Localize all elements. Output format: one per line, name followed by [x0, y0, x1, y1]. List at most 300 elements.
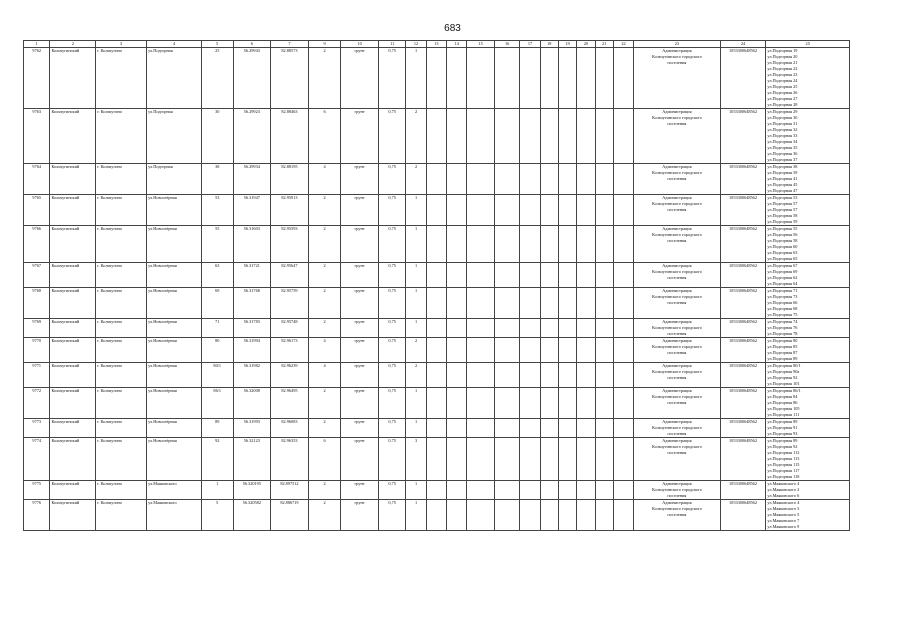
- longitude-cell: 82.96239: [271, 363, 309, 388]
- served-address: ул.Подгорная 68: [767, 306, 798, 311]
- city-cell: г. Кольчугино: [96, 263, 147, 288]
- empty-cell: [467, 338, 494, 363]
- empty-cell: [595, 438, 613, 481]
- served-address: ул.Подгорная 41: [767, 176, 798, 181]
- owner-line: поселения: [667, 207, 687, 212]
- empty-cell: [520, 226, 540, 263]
- table-row: [24, 500, 850, 531]
- container-count-cell: 1: [406, 195, 426, 226]
- empty-cell: [467, 164, 494, 195]
- empty-cell: [520, 500, 540, 531]
- empty-cell: [595, 388, 613, 419]
- column-number: 6: [233, 41, 271, 48]
- owner-cell: [634, 419, 720, 438]
- column-number: 25: [766, 41, 850, 48]
- empty-cell: [447, 288, 467, 319]
- served-address: ул.Подгорная 26: [767, 90, 798, 95]
- served-addresses-cell: [766, 481, 850, 500]
- empty-cell: [613, 109, 633, 164]
- empty-cell: [494, 388, 519, 419]
- owner-line: Кольчугинского городского: [651, 115, 702, 120]
- empty-cell: [613, 48, 633, 109]
- column-number: 12: [406, 41, 426, 48]
- owner-line: Администрация: [662, 164, 692, 169]
- served-address: ул.Подгорная 53: [767, 195, 798, 200]
- volume-cell: 0,75: [378, 388, 405, 419]
- street-cell: ул.Новоозёрная: [147, 226, 202, 263]
- served-addresses-cell: [766, 263, 850, 288]
- empty-cell: [447, 500, 467, 531]
- owner-line: Администрация: [662, 48, 692, 53]
- served-addresses-cell: [766, 438, 850, 481]
- owner-line: Кольчугинского городского: [651, 294, 702, 299]
- empty-cell: [577, 288, 595, 319]
- empty-cell: [577, 195, 595, 226]
- owner-line: Администрация: [662, 363, 692, 368]
- column-number: 17: [520, 41, 540, 48]
- empty-cell: [520, 319, 540, 338]
- ogrn-cell: 1053300648562: [720, 226, 766, 263]
- served-address: ул.Подгорная 33: [767, 133, 798, 138]
- empty-cell: [494, 263, 519, 288]
- table-row: [24, 288, 850, 319]
- served-addresses-cell: [766, 363, 850, 388]
- volume-cell: 0,75: [378, 481, 405, 500]
- empty-cell: [426, 500, 446, 531]
- volume-cell: 0,75: [378, 438, 405, 481]
- empty-cell: [426, 109, 446, 164]
- owner-cell: [634, 338, 720, 363]
- table-row: [24, 338, 850, 363]
- owner-cell: [634, 363, 720, 388]
- owner-cell: [634, 109, 720, 164]
- volume-cell: 0,75: [378, 164, 405, 195]
- city-cell: г. Кольчугино: [96, 388, 147, 419]
- empty-cell: [520, 109, 540, 164]
- served-address: ул.Подгорная 34: [767, 139, 798, 144]
- empty-cell: [426, 164, 446, 195]
- empty-cell: [494, 481, 519, 500]
- empty-cell: [494, 319, 519, 338]
- empty-cell: [558, 500, 576, 531]
- column-number: 23: [634, 41, 720, 48]
- empty-cell: [613, 388, 633, 419]
- empty-cell: [467, 195, 494, 226]
- house-number-cell: 63: [201, 263, 233, 288]
- empty-cell: [467, 363, 494, 388]
- area-cell: 6: [308, 109, 341, 164]
- served-address: ул.Подгорная 73: [767, 294, 798, 299]
- empty-cell: [577, 500, 595, 531]
- empty-cell: [426, 226, 446, 263]
- empty-cell: [520, 388, 540, 419]
- table-row: [24, 319, 850, 338]
- empty-cell: [467, 226, 494, 263]
- served-address: ул.Маяковского 6: [767, 493, 800, 498]
- longitude-cell: 82.96495: [271, 388, 309, 419]
- empty-cell: [613, 263, 633, 288]
- street-cell: ул.Подгорная: [147, 48, 202, 109]
- empty-cell: [540, 109, 558, 164]
- surface-cell: грунт: [341, 195, 379, 226]
- surface-cell: грунт: [341, 388, 379, 419]
- row-id: 9776: [24, 500, 50, 531]
- volume-cell: 0,75: [378, 109, 405, 164]
- district-cell: Кольчугинский: [50, 319, 96, 338]
- served-address: ул.Подгорная 39: [767, 170, 798, 175]
- owner-line: поселения: [667, 431, 687, 436]
- empty-cell: [595, 419, 613, 438]
- owner-line: Кольчугинского городского: [651, 444, 702, 449]
- column-number: 1: [24, 41, 50, 48]
- surface-cell: грунт: [341, 319, 379, 338]
- empty-cell: [447, 48, 467, 109]
- empty-cell: [467, 500, 494, 531]
- empty-cell: [520, 338, 540, 363]
- house-number-cell: 55: [201, 226, 233, 263]
- ogrn-cell: 1053300648562: [720, 419, 766, 438]
- empty-cell: [558, 263, 576, 288]
- empty-cell: [595, 338, 613, 363]
- served-address: ул.Подгорная 65: [767, 256, 798, 261]
- served-address: ул.Подгорная 111: [767, 412, 800, 417]
- empty-cell: [558, 438, 576, 481]
- city-cell: г. Кольчугино: [96, 164, 147, 195]
- empty-cell: [540, 319, 558, 338]
- empty-cell: [613, 438, 633, 481]
- served-addresses-cell: [766, 288, 850, 319]
- empty-cell: [595, 195, 613, 226]
- container-count-cell: 1: [406, 388, 426, 419]
- area-cell: 2: [308, 388, 341, 419]
- empty-cell: [447, 363, 467, 388]
- street-cell: ул.Новоозёрная: [147, 338, 202, 363]
- served-address: ул.Подгорная 69: [767, 269, 798, 274]
- served-address: ул.Подгорная 87: [767, 350, 798, 355]
- empty-cell: [577, 226, 595, 263]
- served-address: ул.Маяковского 7: [767, 518, 800, 523]
- container-count-cell: 1: [406, 500, 426, 531]
- empty-cell: [467, 388, 494, 419]
- column-number: 2: [50, 41, 96, 48]
- empty-cell: [613, 338, 633, 363]
- empty-cell: [426, 438, 446, 481]
- served-address: ул.Подгорная 45: [767, 182, 798, 187]
- served-address: ул.Подгорная 90а: [767, 369, 800, 374]
- served-address: ул.Подгорная 93: [767, 431, 798, 436]
- house-number-cell: 1: [201, 481, 233, 500]
- table-row: [24, 419, 850, 438]
- empty-cell: [447, 481, 467, 500]
- served-address: ул.Подгорная 57: [767, 201, 798, 206]
- empty-cell: [520, 263, 540, 288]
- empty-cell: [577, 363, 595, 388]
- empty-cell: [540, 363, 558, 388]
- house-number-cell: 80/1: [201, 363, 233, 388]
- owner-line: Администрация: [662, 388, 692, 393]
- street-cell: ул.Новоозёрная: [147, 319, 202, 338]
- longitude-cell: 82.88195: [271, 164, 309, 195]
- served-address: ул.Маяковского 3: [767, 506, 800, 511]
- served-address: ул.Маяковского 4: [767, 481, 800, 486]
- served-address: ул.Подгорная 27: [767, 96, 798, 101]
- latitude-cell: 56.32008: [233, 388, 271, 419]
- empty-cell: [595, 226, 613, 263]
- owner-line: Администрация: [662, 481, 692, 486]
- empty-cell: [494, 109, 519, 164]
- column-number: 11: [378, 41, 405, 48]
- row-id: 9763: [24, 109, 50, 164]
- city-cell: г. Кольчугино: [96, 195, 147, 226]
- street-cell: ул.Маяковского: [147, 481, 202, 500]
- empty-cell: [467, 109, 494, 164]
- table-row: [24, 109, 850, 164]
- area-cell: 2: [308, 500, 341, 531]
- house-number-cell: 80: [201, 338, 233, 363]
- served-address: ул.Маяковского 9: [767, 524, 800, 529]
- empty-cell: [558, 288, 576, 319]
- empty-cell: [426, 48, 446, 109]
- served-address: ул.Подгорная 112: [767, 450, 800, 455]
- served-address: ул.Подгорная 80: [767, 338, 798, 343]
- served-addresses-cell: [766, 109, 850, 164]
- volume-cell: 0,75: [378, 319, 405, 338]
- city-cell: г. Кольчугино: [96, 438, 147, 481]
- row-id: 9775: [24, 481, 50, 500]
- served-address: ул.Подгорная 66: [767, 300, 798, 305]
- latitude-cell: 56.31947: [233, 195, 271, 226]
- surface-cell: грунт: [341, 338, 379, 363]
- empty-cell: [426, 419, 446, 438]
- house-number-cell: 5: [201, 500, 233, 531]
- empty-cell: [595, 109, 613, 164]
- volume-cell: 0,75: [378, 195, 405, 226]
- house-number-cell: 71: [201, 319, 233, 338]
- served-address: ул.Подгорная 85: [767, 344, 798, 349]
- served-address: ул.Подгорная 86/1: [767, 388, 801, 393]
- ogrn-cell: 1053300648562: [720, 338, 766, 363]
- row-id: 9764: [24, 164, 50, 195]
- empty-cell: [558, 226, 576, 263]
- area-cell: 2: [308, 288, 341, 319]
- longitude-cell: 82.96083: [271, 419, 309, 438]
- owner-line: Администрация: [662, 500, 692, 505]
- empty-cell: [426, 363, 446, 388]
- area-cell: 2: [308, 226, 341, 263]
- served-address: ул.Подгорная 56: [767, 232, 798, 237]
- container-count-cell: 1: [406, 419, 426, 438]
- area-cell: 2: [308, 263, 341, 288]
- city-cell: г. Кольчугино: [96, 500, 147, 531]
- served-address: ул.Подгорная 118: [767, 474, 800, 479]
- latitude-cell: 56.31994: [233, 338, 271, 363]
- table-row: [24, 226, 850, 263]
- empty-cell: [494, 226, 519, 263]
- served-address: ул.Подгорная 89: [767, 356, 798, 361]
- row-id: 9765: [24, 195, 50, 226]
- empty-cell: [426, 319, 446, 338]
- district-cell: Кольчугинский: [50, 164, 96, 195]
- surface-cell: грунт: [341, 481, 379, 500]
- empty-cell: [467, 48, 494, 109]
- served-address: ул.Подгорная 75: [767, 312, 798, 317]
- owner-cell: [634, 263, 720, 288]
- empty-cell: [540, 48, 558, 109]
- volume-cell: 0,75: [378, 338, 405, 363]
- served-address: ул.Подгорная 37: [767, 157, 798, 162]
- empty-cell: [426, 388, 446, 419]
- street-cell: ул.Новоозёрная: [147, 195, 202, 226]
- served-addresses-cell: [766, 500, 850, 531]
- owner-cell: [634, 388, 720, 419]
- owner-line: Кольчугинского городского: [651, 54, 702, 59]
- street-cell: ул.Новоозёрная: [147, 388, 202, 419]
- street-cell: ул.Новоозёрная: [147, 263, 202, 288]
- empty-cell: [447, 164, 467, 195]
- empty-cell: [520, 195, 540, 226]
- latitude-cell: 56.29943: [233, 48, 271, 109]
- city-cell: г. Кольчугино: [96, 226, 147, 263]
- empty-cell: [520, 164, 540, 195]
- empty-cell: [558, 419, 576, 438]
- ogrn-cell: 1053300648562: [720, 363, 766, 388]
- empty-cell: [540, 500, 558, 531]
- owner-line: Администрация: [662, 195, 692, 200]
- served-address: ул.Подгорная 24: [767, 78, 798, 83]
- column-number: 7: [271, 41, 309, 48]
- empty-cell: [595, 500, 613, 531]
- served-address: ул.Подгорная 57: [767, 207, 798, 212]
- empty-cell: [613, 226, 633, 263]
- empty-cell: [520, 48, 540, 109]
- owner-line: Кольчугинского городского: [651, 201, 702, 206]
- empty-cell: [540, 288, 558, 319]
- row-id: 9769: [24, 319, 50, 338]
- served-address: ул.Подгорная 74: [767, 319, 798, 324]
- column-number: 13: [426, 41, 446, 48]
- served-address: ул.Подгорная 59: [767, 219, 798, 224]
- owner-line: Администрация: [662, 438, 692, 443]
- city-cell: г. Кольчугино: [96, 419, 147, 438]
- volume-cell: 0,75: [378, 419, 405, 438]
- served-address: ул.Подгорная 63: [767, 250, 798, 255]
- owner-line: Кольчугинского городского: [651, 325, 702, 330]
- empty-cell: [467, 419, 494, 438]
- latitude-cell: 56.31603: [233, 226, 271, 263]
- ogrn-cell: 1053300648562: [720, 48, 766, 109]
- container-count-cell: 2: [406, 363, 426, 388]
- district-cell: Кольчугинский: [50, 363, 96, 388]
- volume-cell: 0,75: [378, 500, 405, 531]
- area-cell: 2: [308, 481, 341, 500]
- served-address: ул.Подгорная 78: [767, 331, 798, 336]
- surface-cell: грунт: [341, 288, 379, 319]
- empty-cell: [540, 419, 558, 438]
- served-address: ул.Подгорная 29: [767, 109, 798, 114]
- served-addresses-cell: [766, 419, 850, 438]
- area-cell: 2: [308, 195, 341, 226]
- owner-line: поселения: [667, 300, 687, 305]
- house-number-cell: 92: [201, 438, 233, 481]
- page-number: 683: [444, 23, 461, 34]
- city-cell: г. Кольчугино: [96, 481, 147, 500]
- empty-cell: [494, 419, 519, 438]
- served-address: ул.Подгорная 30: [767, 115, 798, 120]
- longitude-cell: 82.88463: [271, 109, 309, 164]
- latitude-cell: 56.31768: [233, 288, 271, 319]
- empty-cell: [540, 388, 558, 419]
- empty-cell: [494, 288, 519, 319]
- empty-cell: [540, 195, 558, 226]
- row-id: 9767: [24, 263, 50, 288]
- owner-line: Кольчугинского городского: [651, 425, 702, 430]
- street-cell: ул.Новоозёрная: [147, 419, 202, 438]
- owner-cell: [634, 438, 720, 481]
- served-address: ул.Подгорная 89: [767, 419, 798, 424]
- empty-cell: [613, 164, 633, 195]
- ogrn-cell: 1053300648562: [720, 319, 766, 338]
- served-address: ул.Подгорная 23: [767, 72, 798, 77]
- container-count-cell: 1: [406, 319, 426, 338]
- owner-line: поселения: [667, 350, 687, 355]
- district-cell: Кольчугинский: [50, 438, 96, 481]
- row-id: 9762: [24, 48, 50, 109]
- empty-cell: [577, 338, 595, 363]
- empty-cell: [558, 164, 576, 195]
- empty-cell: [577, 48, 595, 109]
- empty-cell: [426, 195, 446, 226]
- surface-cell: грунт: [341, 419, 379, 438]
- column-number-row: [24, 41, 850, 48]
- empty-cell: [426, 481, 446, 500]
- owner-line: поселения: [667, 375, 687, 380]
- latitude-cell: 56.31982: [233, 363, 271, 388]
- owner-line: Кольчугинского городского: [651, 344, 702, 349]
- served-address: ул.Подгорная 117: [767, 468, 800, 473]
- served-address: ул.Подгорная 76: [767, 325, 798, 330]
- district-cell: Кольчугинский: [50, 263, 96, 288]
- owner-line: Кольчугинского городского: [651, 269, 702, 274]
- empty-cell: [613, 500, 633, 531]
- area-cell: 4: [308, 164, 341, 195]
- surface-cell: грунт: [341, 363, 379, 388]
- longitude-cell: 82.95647: [271, 263, 309, 288]
- empty-cell: [613, 481, 633, 500]
- district-cell: Кольчугинский: [50, 288, 96, 319]
- column-number: 21: [595, 41, 613, 48]
- empty-cell: [494, 438, 519, 481]
- city-cell: г. Кольчугино: [96, 319, 147, 338]
- owner-line: поселения: [667, 493, 687, 498]
- served-addresses-cell: [766, 226, 850, 263]
- empty-cell: [558, 481, 576, 500]
- street-cell: ул.Новоозёрная: [147, 363, 202, 388]
- row-id: 9772: [24, 388, 50, 419]
- empty-cell: [558, 48, 576, 109]
- owner-cell: [634, 319, 720, 338]
- table-row: [24, 263, 850, 288]
- served-address: ул.Подгорная 101: [767, 381, 800, 386]
- empty-cell: [558, 388, 576, 419]
- empty-cell: [447, 195, 467, 226]
- empty-cell: [577, 419, 595, 438]
- surface-cell: грунт: [341, 226, 379, 263]
- owner-line: поселения: [667, 238, 687, 243]
- district-cell: Кольчугинский: [50, 388, 96, 419]
- longitude-cell: 82.95593: [271, 226, 309, 263]
- served-address: ул.Подгорная 84: [767, 394, 798, 399]
- empty-cell: [577, 263, 595, 288]
